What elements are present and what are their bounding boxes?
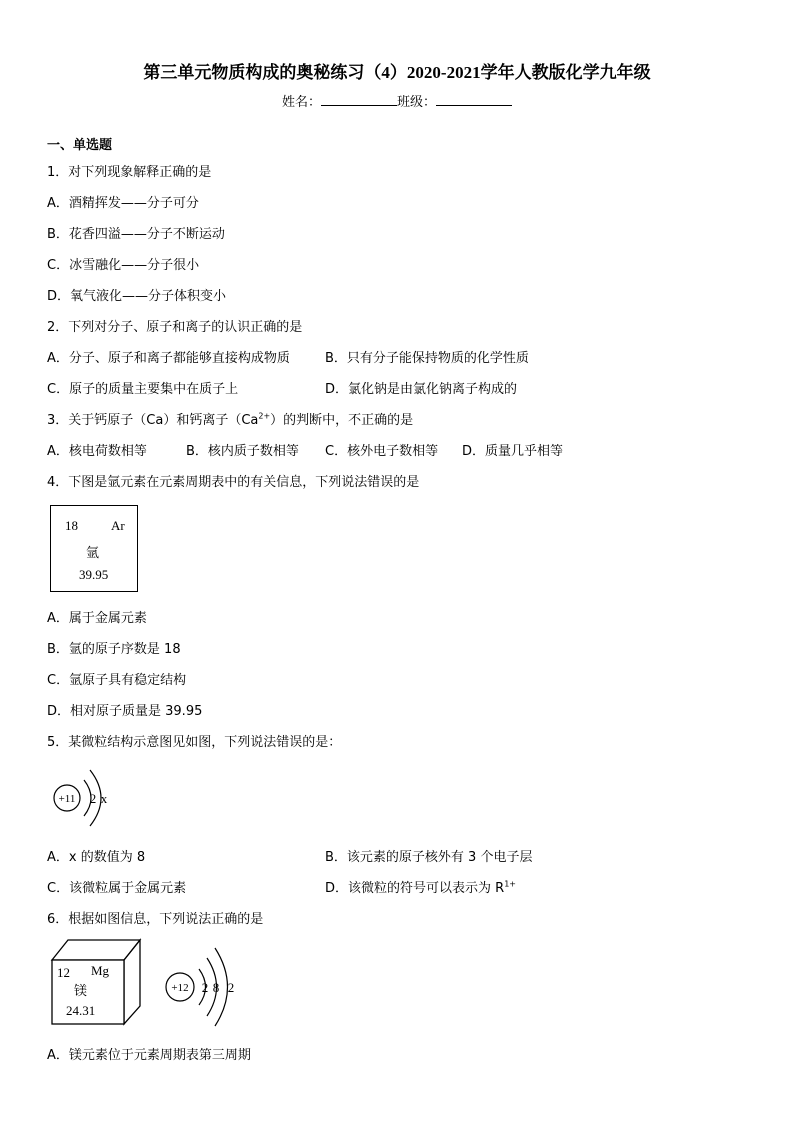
question-3-stem (47, 409, 413, 428)
question-4-stem: 4．下图是氩元素在元素周期表中的有关信息，下列说法错误的是 (47, 475, 420, 490)
cube-side-face (124, 940, 140, 1024)
mg-shell-2-electrons: 8 (212, 980, 220, 995)
class-blank[interactable] (436, 93, 512, 106)
shell-2-electrons: x (100, 791, 108, 806)
page-title: 第三单元物质构成的奥秘练习（4）2020-2021学年人教版化学九年级 (143, 63, 651, 82)
question-5-option-b: B．该元素的原子核外有 3 个电子层 (325, 850, 533, 865)
magnesium-cube-cell (48, 936, 148, 1028)
question-1-stem: 1．对下列现象解释正确的是 (47, 165, 212, 180)
question-5-stem: 5．某微粒结构示意图见如图，下列说法错误的是： (47, 735, 342, 750)
magnesium-name: 镁 (74, 984, 88, 999)
shell-1-electrons: 2 (89, 791, 97, 806)
mg-shell-1-electrons: 2 (201, 980, 209, 995)
magnesium-atomic-mass: 24.31 (66, 1003, 96, 1018)
argon-periodic-cell (50, 505, 138, 592)
question-1-option-a: A．酒精挥发——分子可分 (47, 196, 199, 211)
question-5-option-d (325, 877, 516, 896)
question-2-option-c: C．原子的质量主要集中在质子上 (47, 382, 239, 397)
particle-structure-diagram (50, 760, 120, 836)
argon-atomic-mass: 39.95 (79, 567, 109, 582)
magnesium-symbol: Mg (91, 963, 110, 978)
argon-atomic-number: 18 (65, 518, 78, 533)
question-5-option-a: A．x 的数值为 8 (47, 850, 146, 865)
section-heading: 一、单选题 (47, 138, 113, 153)
question-1-option-c: C．冰雪融化——分子很小 (47, 258, 200, 273)
question-4-option-c: C．氩原子具有稳定结构 (47, 673, 187, 688)
question-3-option-b: B．核内质子数相等 (186, 444, 299, 459)
question-4-option-b: B．氩的原子序数是 18 (47, 642, 181, 657)
question-5-option-c: C．该微粒属于金属元素 (47, 881, 187, 896)
question-2-stem: 2．下列对分子、原子和离子的认识正确的是 (47, 320, 303, 335)
question-6-stem: 6．根据如图信息，下列说法正确的是 (47, 912, 264, 927)
question-2-option-a: A．分子、原子和离子都能够直接构成物质 (47, 351, 290, 366)
question-1-option-b: B．花香四溢——分子不断运动 (47, 227, 225, 242)
nucleus-charge: +11 (58, 793, 76, 805)
question-2-option-b: B．只有分子能保持物质的化学性质 (325, 351, 529, 366)
question-3-option-a: A．核电荷数相等 (47, 444, 147, 459)
question-4-option-a: A．属于金属元素 (47, 611, 147, 626)
question-5-option-d-charge: 1+ (504, 879, 516, 889)
question-3-ion-charge: 2+ (258, 411, 271, 421)
question-3-stem-post: ）的判断中，不正确的是 (270, 413, 414, 428)
argon-name: 氩 (86, 546, 100, 561)
name-blank[interactable] (321, 93, 397, 106)
question-1-option-d: D．氧气液化——分子体积变小 (47, 289, 227, 304)
question-5-option-d-text: D．该微粒的符号可以表示为 R (325, 881, 505, 896)
mg-shell-3-electrons: 2 (227, 980, 235, 995)
question-6-option-a: A．镁元素位于元素周期表第三周期 (47, 1048, 251, 1063)
class-label: 班级： (397, 95, 437, 110)
argon-symbol: Ar (111, 518, 125, 533)
name-label: 姓名： (281, 95, 321, 110)
question-3-option-d: D．质量几乎相等 (462, 444, 564, 459)
mg-nucleus-charge: +12 (171, 982, 189, 994)
magnesium-atomic-number: 12 (57, 965, 70, 980)
question-2-option-d: D．氯化钠是由氯化钠离子构成的 (325, 382, 518, 397)
magnesium-atom-diagram (162, 944, 242, 1028)
question-3-option-c: C．核外电子数相等 (325, 444, 439, 459)
student-info-line (0, 91, 794, 110)
question-3-stem-pre: 3．关于钙原子（Ca）和钙离子（Ca (47, 413, 259, 428)
question-4-option-d: D．相对原子质量是 39.95 (47, 704, 203, 719)
